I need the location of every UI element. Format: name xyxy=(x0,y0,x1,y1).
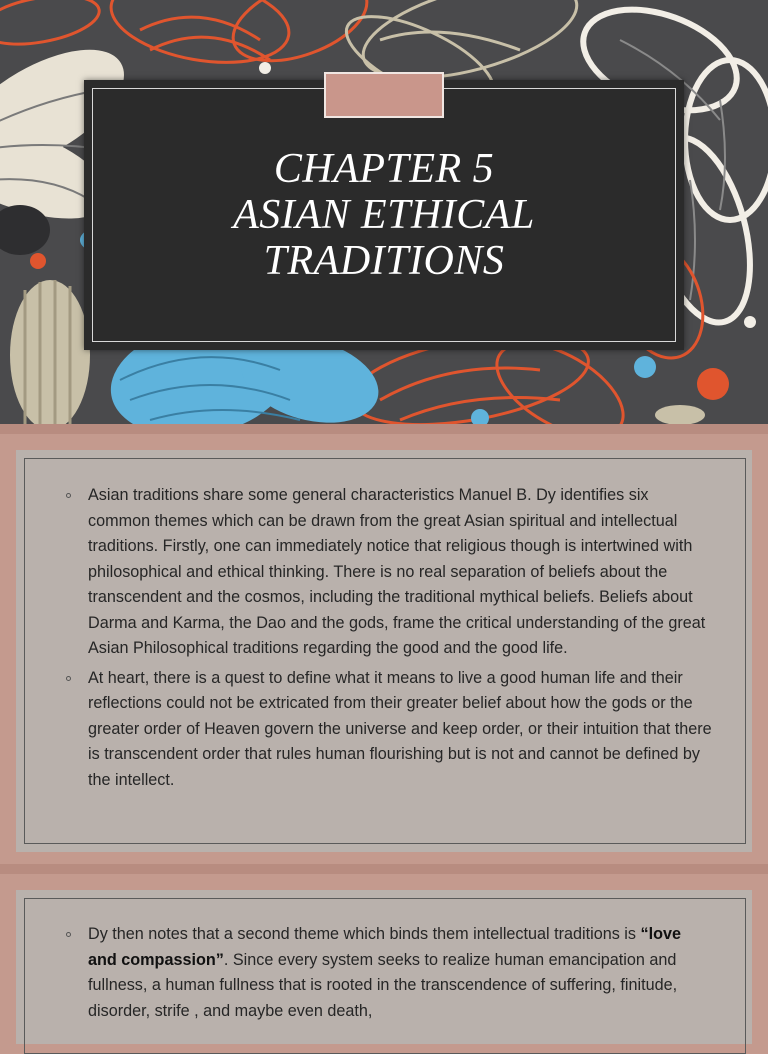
slide-separator xyxy=(0,424,768,434)
title-slide xyxy=(0,0,768,424)
bullet-icon xyxy=(66,493,71,498)
bullet-text: At heart, there is a quest to define what it means to live a good human life and their reflections could not be extricated from their greater belief about how the gods or the greater order of Heaven govern the universe and keep order, or their intuition that there is transcendent order that rules human flourishing but is not and cannot be defined by the intellect. xyxy=(88,668,712,789)
title-tab xyxy=(324,72,444,118)
text-panel xyxy=(16,890,752,1044)
title-box xyxy=(84,80,684,350)
bullet-text: . Since every system seeks to realize human emancipation and fullness, a human fullness that is rooted in the transcendence of suffering, finitude, disorder, strife , and maybe even death, xyxy=(88,950,678,1020)
bullet-icon xyxy=(66,676,71,681)
list-item xyxy=(78,922,712,1024)
slide-separator xyxy=(0,864,768,874)
list-item xyxy=(78,483,712,662)
bullet-list xyxy=(78,483,712,797)
text-slide-2 xyxy=(0,434,768,864)
list-item xyxy=(78,666,712,794)
emphasis-text: “love and compassion” xyxy=(88,925,681,969)
bullet-icon xyxy=(66,932,71,937)
title-line-3: TRADITIONS xyxy=(263,238,505,284)
slide-title xyxy=(84,146,684,284)
bullet-text: Asian traditions share some general characteristics Manuel B. Dy identifies six common themes which can be drawn from the great Asian spiritual and intellectual traditions. Firstly, one can immediately notice that religious though is intertwined with philosophical and ethical thinking. There is no real separation of beliefs about the transcendent and the cosmos, including the traditional mythical beliefs. Beliefs about Darma and Karma, the Dao and the gods, frame the critical understanding of the great Asian Philosophical traditions regarding the good and the good life. xyxy=(88,486,706,657)
title-line-2: ASIAN ETHICAL xyxy=(233,192,535,238)
text-slide-3 xyxy=(0,874,768,1024)
bullet-text: Dy then notes that a second theme which binds them intellectual traditions is xyxy=(88,925,636,943)
title-line-1: CHAPTER 5 xyxy=(273,146,495,192)
text-panel xyxy=(16,450,752,852)
bullet-list xyxy=(78,922,712,1028)
